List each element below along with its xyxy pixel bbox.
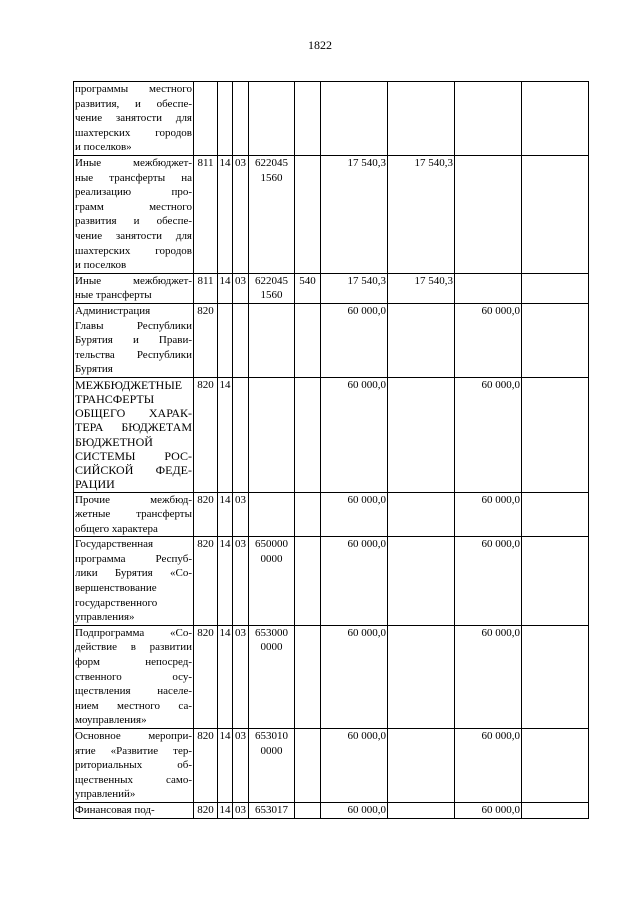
row-name-line: щественных само- — [75, 773, 192, 786]
vr-cell — [295, 155, 321, 273]
row-name-line: риториальных об- — [75, 759, 192, 772]
table-row — [74, 303, 589, 377]
vr-cell — [295, 802, 321, 818]
row-name-line: Финансовая под- — [75, 803, 155, 816]
gr-cell: 820 — [194, 303, 218, 377]
row-name-cell — [74, 625, 194, 728]
row-name-line: МЕЖБЮДЖЕТНЫЕ — [75, 377, 183, 392]
row-name-line: ные трансферты — [75, 289, 152, 302]
sum-republic-cell: 60 000,0 — [455, 802, 522, 818]
sum-federal-cell — [388, 377, 455, 492]
row-name-line: программа Респуб- — [75, 552, 192, 565]
sum-other-cell — [522, 82, 589, 156]
row-name-line: ятие «Развитие тер- — [75, 744, 192, 757]
csr-line: 653000 — [255, 626, 288, 639]
table-row — [74, 625, 589, 728]
csr-cell — [249, 155, 295, 273]
csr-line: 653017 — [255, 803, 288, 816]
sum-total-cell: 60 000,0 — [321, 802, 388, 818]
rz-cell: 14 — [218, 377, 233, 492]
csr-line: 0000 — [260, 744, 283, 757]
gr-cell: 820 — [194, 802, 218, 818]
row-name-line: РАЦИИ — [75, 477, 115, 492]
table-body — [74, 82, 589, 819]
row-name-cell — [74, 729, 194, 803]
gr-cell — [194, 82, 218, 156]
sum-federal-cell — [388, 802, 455, 818]
pr-cell: 03 — [233, 802, 249, 818]
row-name-line: ные трансферты на — [75, 171, 192, 184]
sum-republic-cell: 60 000,0 — [455, 625, 522, 728]
sum-other-cell — [522, 625, 589, 728]
gr-cell: 820 — [194, 492, 218, 537]
sum-total-cell: 60 000,0 — [321, 537, 388, 626]
row-name-line: БЮДЖЕТНОЙ — [75, 434, 153, 449]
row-name-cell — [74, 273, 194, 303]
row-name-line: Государственная — [75, 538, 154, 551]
csr-cell — [249, 537, 295, 626]
pr-cell: 03 — [233, 155, 249, 273]
vr-cell — [295, 625, 321, 728]
budget-table — [73, 81, 589, 819]
row-name-cell — [74, 155, 194, 273]
pr-cell — [233, 82, 249, 156]
sum-federal-cell — [388, 492, 455, 537]
rz-cell: 14 — [218, 273, 233, 303]
rz-cell — [218, 303, 233, 377]
row-name-cell — [74, 492, 194, 537]
csr-cell — [249, 303, 295, 377]
rz-cell: 14 — [218, 492, 233, 537]
sum-other-cell — [522, 802, 589, 818]
csr-cell — [249, 82, 295, 156]
row-name-line: форм непосред- — [75, 656, 192, 669]
csr-cell — [249, 492, 295, 537]
sum-total-cell: 17 540,3 — [321, 273, 388, 303]
row-name-line: и поселков» — [75, 141, 132, 154]
row-name-line: реализацию про- — [75, 186, 192, 199]
sum-total-cell: 60 000,0 — [321, 625, 388, 728]
row-name-line: действие в развитии — [75, 641, 192, 654]
sum-republic-cell: 60 000,0 — [455, 729, 522, 803]
sum-total-cell — [321, 82, 388, 156]
row-name-line: жетные трансферты — [75, 508, 192, 521]
vr-cell — [295, 377, 321, 492]
row-name-cell — [74, 377, 194, 492]
sum-total-cell: 60 000,0 — [321, 729, 388, 803]
vr-cell — [295, 537, 321, 626]
pr-cell: 03 — [233, 625, 249, 728]
row-name-line: Бурятия — [75, 363, 113, 376]
page-number: 1822 — [308, 38, 332, 52]
table-row — [74, 492, 589, 537]
row-name-line: Прочие межбюд- — [75, 493, 192, 506]
rz-cell — [218, 82, 233, 156]
row-name-line: СИЙСКОЙ ФЕДЕ- — [75, 463, 192, 478]
row-name-line: развития и обеспе- — [75, 215, 192, 228]
csr-line: 622045 — [255, 274, 288, 287]
row-name-line: Подпрограмма «Со- — [75, 626, 192, 639]
csr-cell — [249, 802, 295, 818]
pr-cell: 03 — [233, 273, 249, 303]
row-name-line: Иные межбюджет- — [75, 274, 192, 287]
csr-line: 1560 — [260, 289, 283, 302]
table-row — [74, 155, 589, 273]
csr-line: 622045 — [255, 156, 288, 169]
sum-federal-cell — [388, 625, 455, 728]
row-name-line: Бурятия и Прави- — [75, 334, 192, 347]
sum-other-cell — [522, 303, 589, 377]
row-name-line: программы местного — [75, 83, 192, 95]
sum-federal-cell: 17 540,3 — [388, 155, 455, 273]
gr-cell: 811 — [194, 273, 218, 303]
rz-cell: 14 — [218, 625, 233, 728]
row-name-line: ственного осу- — [75, 670, 192, 683]
table-row — [74, 537, 589, 626]
row-name-line: общего характера — [75, 522, 158, 535]
row-name-line: Главы Республики — [75, 319, 192, 332]
row-name-line: развития, и обеспе- — [75, 97, 192, 110]
row-name-line: ТРАНСФЕРТЫ — [75, 392, 155, 407]
sum-republic-cell: 60 000,0 — [455, 537, 522, 626]
row-name-cell — [74, 303, 194, 377]
sum-other-cell — [522, 155, 589, 273]
sum-republic-cell: 60 000,0 — [455, 492, 522, 537]
pr-cell: 03 — [233, 729, 249, 803]
csr-line: 653010 — [255, 730, 288, 742]
row-name-line: ОБЩЕГО ХАРАК- — [75, 406, 192, 421]
row-name-line: тельства Республики — [75, 348, 192, 361]
gr-cell: 820 — [194, 729, 218, 803]
vr-cell: 540 — [295, 273, 321, 303]
sum-total-cell: 17 540,3 — [321, 155, 388, 273]
sum-total-cell: 60 000,0 — [321, 303, 388, 377]
row-name-line: лики Бурятия «Со- — [75, 567, 192, 580]
table-row — [74, 82, 589, 156]
row-name-line: управления» — [75, 611, 135, 624]
rz-cell: 14 — [218, 537, 233, 626]
row-name-cell — [74, 82, 194, 156]
row-name-line: шахтерских городов — [75, 244, 192, 257]
row-name-line: СИСТЕМЫ РОС- — [75, 448, 192, 463]
pr-cell: 03 — [233, 492, 249, 537]
gr-cell: 820 — [194, 625, 218, 728]
row-name-cell — [74, 537, 194, 626]
pr-cell — [233, 303, 249, 377]
csr-line: 1560 — [260, 171, 283, 184]
sum-republic-cell: 60 000,0 — [455, 377, 522, 492]
row-name-line: Иные межбюджет- — [75, 156, 192, 169]
row-name-line: чение занятости для — [75, 112, 192, 125]
row-name-line: ществления населе- — [75, 685, 192, 698]
csr-cell — [249, 729, 295, 803]
sum-republic-cell: 60 000,0 — [455, 303, 522, 377]
csr-cell — [249, 625, 295, 728]
csr-cell — [249, 377, 295, 492]
table-row — [74, 377, 589, 492]
row-name-line: государственного — [75, 596, 158, 609]
csr-line: 0000 — [260, 552, 283, 565]
vr-cell — [295, 729, 321, 803]
sum-other-cell — [522, 273, 589, 303]
table-row — [74, 729, 589, 803]
row-name-line: нием местного са- — [75, 699, 192, 712]
sum-republic-cell — [455, 273, 522, 303]
pr-cell: 03 — [233, 537, 249, 626]
rz-cell: 14 — [218, 802, 233, 818]
gr-cell: 811 — [194, 155, 218, 273]
sum-federal-cell — [388, 82, 455, 156]
vr-cell — [295, 82, 321, 156]
sum-total-cell: 60 000,0 — [321, 492, 388, 537]
row-name-line: Администрация — [75, 304, 151, 317]
sum-other-cell — [522, 377, 589, 492]
sum-federal-cell — [388, 303, 455, 377]
sum-total-cell: 60 000,0 — [321, 377, 388, 492]
row-name-line: Основное меропри- — [75, 730, 192, 742]
rz-cell: 14 — [218, 729, 233, 803]
table-row — [74, 273, 589, 303]
sum-other-cell — [522, 492, 589, 537]
row-name-cell — [74, 802, 194, 818]
csr-line: 0000 — [260, 641, 283, 654]
sum-federal-cell: 17 540,3 — [388, 273, 455, 303]
gr-cell: 820 — [194, 537, 218, 626]
pr-cell — [233, 377, 249, 492]
csr-cell — [249, 273, 295, 303]
sum-federal-cell — [388, 537, 455, 626]
table-row — [74, 802, 589, 818]
sum-federal-cell — [388, 729, 455, 803]
row-name-line: грамм местного — [75, 200, 192, 213]
sum-other-cell — [522, 729, 589, 803]
row-name-line: ТЕРА БЮДЖЕТАМ — [75, 420, 192, 435]
csr-line: 650000 — [255, 538, 288, 551]
vr-cell — [295, 492, 321, 537]
sum-other-cell — [522, 537, 589, 626]
rz-cell: 14 — [218, 155, 233, 273]
row-name-line: и поселков — [75, 259, 127, 272]
row-name-line: чение занятости для — [75, 229, 192, 242]
vr-cell — [295, 303, 321, 377]
row-name-line: моуправления» — [75, 714, 147, 727]
gr-cell: 820 — [194, 377, 218, 492]
sum-republic-cell — [455, 82, 522, 156]
row-name-line: управлений» — [75, 788, 136, 801]
sum-republic-cell — [455, 155, 522, 273]
row-name-line: вершенствование — [75, 582, 157, 595]
row-name-line: шахтерских городов — [75, 126, 192, 139]
